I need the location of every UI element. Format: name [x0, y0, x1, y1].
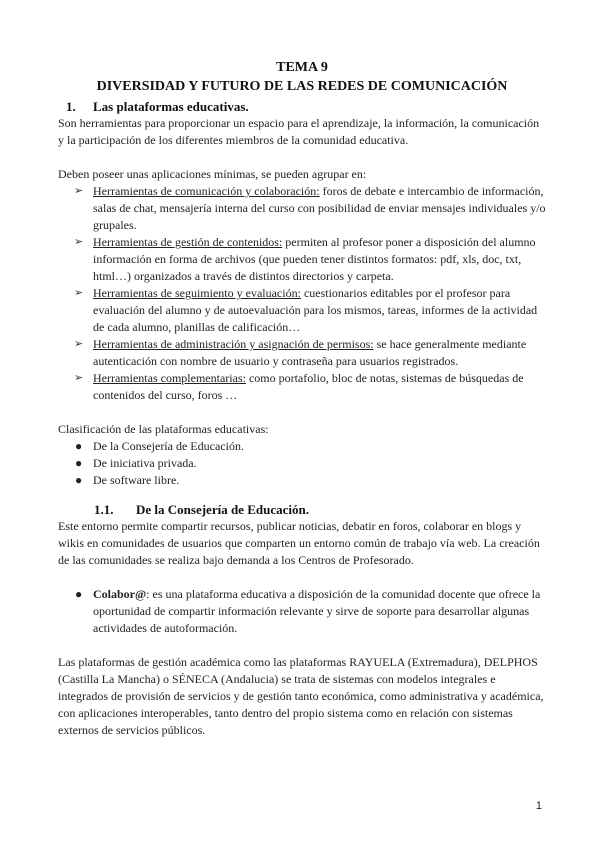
list-item: ● De la Consejería de Educación. [75, 439, 244, 453]
list-item [58, 285, 546, 336]
bullet-icon: ● [75, 587, 83, 601]
tool-name: Herramientas de administración y asignación de permisos: [93, 337, 374, 351]
section-1-1-heading [58, 501, 546, 518]
colabora-desc: : es una plataforma educativa a disposición de la comunidad docente que ofrece la oportunidad de compartir información relevante y sirve de soporte para desarrollar algunas actividades de autoformación. [93, 587, 541, 635]
list-item [58, 370, 546, 404]
list-item: ● De iniciativa privada. [75, 456, 197, 470]
colabora-list [58, 586, 546, 637]
document-title: TEMA 9 [276, 60, 328, 75]
classification-list [58, 438, 546, 489]
tool-name: Herramientas de comunicación y colaboración: [93, 184, 320, 198]
section-1-1-number: 1.1. [94, 502, 114, 517]
colabora-name: Colabor@ [93, 587, 147, 601]
tool-name: Herramientas de seguimiento y evaluación: [93, 286, 301, 300]
list-item [58, 336, 546, 370]
tool-desc: permiten al profesor poner a disposición del alumno información en forma de archivos (que pueden tener distintos formatos: pdf, xls, doc, txt, html…) organizados a través de distintos directorios y carpeta. [93, 235, 536, 283]
section-1-1-paragraph: Este entorno permite compartir recursos, publicar noticias, debatir en foros, colaborar en blogs y wikis en comunidades de usuarios que comparten un entorno común de trabajo vía web. La creación de las comunidades se realiza bajo demanda a los Centros de Profesorado. [58, 519, 540, 567]
arrow-bullet-icon: ➢ [74, 338, 84, 350]
arrow-bullet-icon: ➢ [74, 185, 84, 197]
list-item: ● De software libre. [75, 473, 180, 487]
list-item [58, 586, 546, 637]
bullet-icon: ● [75, 473, 83, 487]
section-1-heading [58, 98, 546, 115]
tool-name: Herramientas de gestión de contenidos: [93, 235, 283, 249]
tool-desc: foros de debate e intercambio de información, salas de chat, mensajería interna del curso con posibilidad de enviar mensajes individuales y/o grupales. [93, 184, 546, 232]
section-1-number: 1. [66, 99, 76, 114]
list-item [58, 234, 546, 285]
bullet-icon: ● [75, 439, 83, 453]
bullet-icon: ● [75, 456, 83, 470]
list-item [58, 183, 546, 234]
tool-desc: se hace generalmente mediante autenticación con nombre de usuario y contraseña para usuarios registrados. [93, 337, 527, 368]
tools-list [58, 183, 546, 404]
section-1-title: Las plataformas educativas. [93, 99, 249, 114]
section-1-1-title: De la Consejería de Educación. [136, 502, 309, 517]
arrow-bullet-icon: ➢ [74, 236, 84, 248]
document-page [58, 58, 546, 739]
classification-intro: Clasificación de las plataformas educativas: [58, 422, 269, 436]
tool-desc: como portafolio, bloc de notas, sistemas de búsquedas de contenidos del curso, foros … [93, 371, 524, 402]
arrow-bullet-icon: ➢ [74, 287, 84, 299]
arrow-bullet-icon: ➢ [74, 372, 84, 384]
section-1-intro: Son herramientas para proporcionar un espacio para el aprendizaje, la información, la comunicación y la participación de los diferentes miembros de la comunidad educativa. [58, 116, 540, 147]
page-number: 1 [535, 800, 542, 812]
tool-name: Herramientas complementarias: [93, 371, 246, 385]
closing-paragraph: Las plataformas de gestión académica como las plataformas RAYUELA (Extremadura), DELPHOS (Castilla La Mancha) o SÉNECA (Andalucia) se trata de sistemas con modelos integrales e integrados de provisión de servicios y de gestión tanto económica, como administrativa y académica, con aplicaciones interoperables, tanto dentro del propio sistema como en relación con sistemas externos de servicios públicos. [58, 655, 544, 737]
tools-intro: Deben poseer unas aplicaciones mínimas, se pueden agrupar en: [58, 167, 367, 181]
tool-desc: cuestionarios editables por el profesor para evaluación del alumno y de autoevaluación para los mismos, tareas, informes de la actividad de cada alumno, planillas de calificación… [93, 286, 538, 334]
document-subtitle: DIVERSIDAD Y FUTURO DE LAS REDES DE COMUNICACIÓN [96, 79, 508, 94]
